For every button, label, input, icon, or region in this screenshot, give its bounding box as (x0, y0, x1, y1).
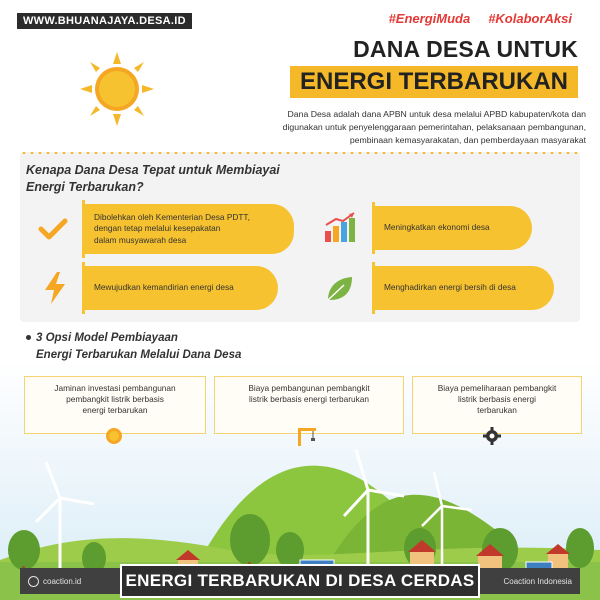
option-text: energi terbarukan (82, 405, 148, 416)
footer-left-label: coaction.id (43, 576, 82, 586)
reason-text: Menghadirkan energi bersih di desa (384, 282, 516, 293)
title-line-2: ENERGI TERBARUKAN (290, 66, 578, 98)
dotted-divider (20, 150, 580, 156)
reason-text: Meningkatkan ekonomi desa (384, 222, 490, 233)
intro-line: digunakan untuk penyelenggaraan pemerintahan, pelaksanaan pembangunan, (282, 121, 586, 132)
social-icon (28, 576, 39, 587)
hashtag-kolaboraksi: #KolaborAksi (488, 11, 572, 26)
option-text: terbarukan (477, 405, 517, 416)
footer-right-label: Coaction Indonesia (503, 576, 572, 586)
watermark: WWW.BHUANAJAYA.DESA.ID (16, 12, 193, 30)
footer-right-handle[interactable] (496, 577, 581, 586)
reason-text: dalam musyawarah desa (94, 234, 187, 245)
sun-icon (80, 52, 154, 126)
why-title-line: Kenapa Dana Desa Tepat untuk Membiayai (26, 163, 280, 177)
check-icon (36, 212, 70, 246)
option-text: Biaya pemeliharaan pembangkit (437, 383, 557, 393)
intro-text (190, 108, 586, 147)
reason-text: dengan tetap melalui kesepakatan (94, 223, 221, 234)
reason-card (372, 266, 554, 310)
why-title-line: Energi Terbarukan? (26, 179, 144, 194)
option-text: listrik berbasis energi terbarukan (249, 394, 369, 405)
reason-card (372, 206, 532, 250)
options-title-line: Energi Terbarukan Melalui Dana Desa (36, 348, 242, 361)
options-title (26, 330, 241, 363)
reason-text: Dibolehkan oleh Kementerian Desa PDTT, (94, 212, 250, 223)
leaf-icon (322, 272, 356, 306)
hashtag-energi-muda: #EnergiMuda (388, 11, 471, 26)
option-text: listrik berbasis energi (458, 394, 536, 405)
why-title (26, 162, 280, 196)
footer-left-handle[interactable] (20, 576, 89, 587)
hashtags (389, 11, 572, 26)
option-text: pembangkit listrik berbasis (66, 394, 164, 405)
intro-line: pembinaan kemasyarakatan, dan pemberdayaan masyarakat (349, 134, 586, 145)
reason-card (82, 204, 294, 254)
intro-line: Dana Desa adalah dana APBN untuk desa melalui APBD kabupaten/kota dan (287, 109, 586, 119)
growth-chart-icon (322, 210, 358, 244)
reason-text: Mewujudkan kemandirian energi desa (94, 282, 234, 293)
lightning-icon (40, 270, 70, 306)
reason-card (82, 266, 278, 310)
options-title-line: 3 Opsi Model Pembiayaan (36, 332, 178, 344)
title-line-1: DANA DESA UNTUK (353, 36, 578, 62)
bottom-banner: ENERGI TERBARUKAN DI DESA CERDAS (120, 564, 480, 598)
option-text: Biaya pembangunan pembangkit (248, 383, 370, 393)
option-text: Jaminan investasi pembangunan (54, 383, 176, 393)
